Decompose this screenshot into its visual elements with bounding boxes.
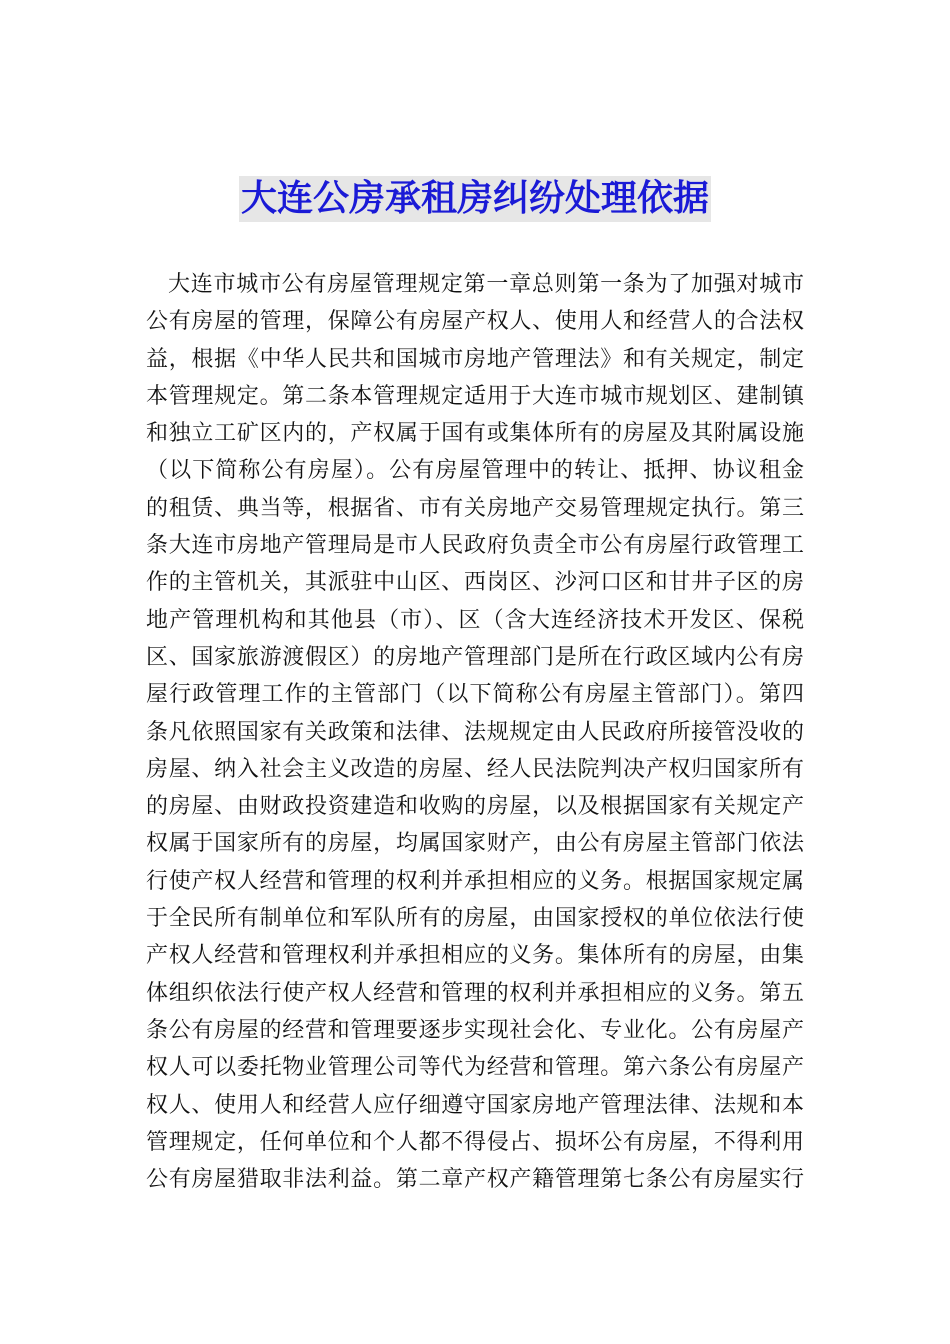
body-line: 行使产权人经营和管理的权利并承担相应的义务。根据国家规定属	[146, 868, 804, 894]
body-line: 条凡依照国家有关政策和法律、法规规定由人民政府所接管没收的	[146, 719, 804, 745]
body-line: 条大连市房地产管理局是市人民政府负责全市公有房屋行政管理工	[146, 533, 804, 559]
body-line: 房屋、纳入社会主义改造的房屋、经人民法院判决产权归国家所有	[146, 756, 804, 782]
body-line: （以下简称公有房屋）。公有房屋管理中的转让、抵押、协议租金	[146, 458, 804, 484]
body-line: 的房屋、由财政投资建造和收购的房屋，以及根据国家有关规定产	[146, 794, 804, 820]
body-line: 和独立工矿区内的，产权属于国有或集体所有的房屋及其附属设施	[146, 421, 804, 447]
title-container	[0, 176, 950, 222]
body-line: 权属于国家所有的房屋，均属国家财产，由公有房屋主管部门依法	[146, 831, 804, 857]
body-line: 大连市城市公有房屋管理规定第一章总则第一条为了加强对城市	[168, 272, 804, 297]
body-line: 权人、使用人和经营人应仔细遵守国家房地产管理法律、法规和本	[146, 1092, 804, 1118]
body-line: 屋行政管理工作的主管部门（以下简称公有房屋主管部门）。第四	[146, 682, 804, 708]
body-line: 本管理规定。第二条本管理规定适用于大连市城市规划区、建制镇	[146, 383, 804, 409]
body-line: 管理规定，任何单位和个人都不得侵占、损坏公有房屋，不得利用	[146, 1129, 804, 1155]
body-line: 益，根据《中华人民共和国城市房地产管理法》和有关规定，制定	[146, 346, 804, 372]
body-line: 的租赁、典当等，根据省、市有关房地产交易管理规定执行。第三	[146, 495, 804, 521]
body-line: 权人可以委托物业管理公司等代为经营和管理。第六条公有房屋产	[146, 1055, 804, 1081]
body-line: 作的主管机关，其派驻中山区、西岗区、沙河口区和甘井子区的房	[146, 570, 804, 596]
body-line: 体组织依法行使产权人经营和管理的权利并承担相应的义务。第五	[146, 980, 804, 1006]
document-title: 大连公房承租房纠纷处理依据	[239, 176, 711, 222]
body-line: 区、国家旅游渡假区）的房地产管理部门是所在行政区域内公有房	[146, 644, 804, 670]
body-line: 于全民所有制单位和军队所有的房屋，由国家授权的单位依法行使	[146, 906, 804, 932]
body-line: 公有房屋猎取非法利益。第二章产权产籍管理第七条公有房屋实行	[146, 1167, 804, 1193]
document-body	[146, 266, 804, 1198]
body-line: 条公有房屋的经营和管理要逐步实现社会化、专业化。公有房屋产	[146, 1017, 804, 1043]
body-line: 产权人经营和管理权利并承担相应的义务。集体所有的房屋，由集	[146, 943, 804, 969]
body-line: 公有房屋的管理，保障公有房屋产权人、使用人和经营人的合法权	[146, 309, 804, 335]
body-line: 地产管理机构和其他县（市）、区（含大连经济技术开发区、保税	[146, 607, 804, 633]
